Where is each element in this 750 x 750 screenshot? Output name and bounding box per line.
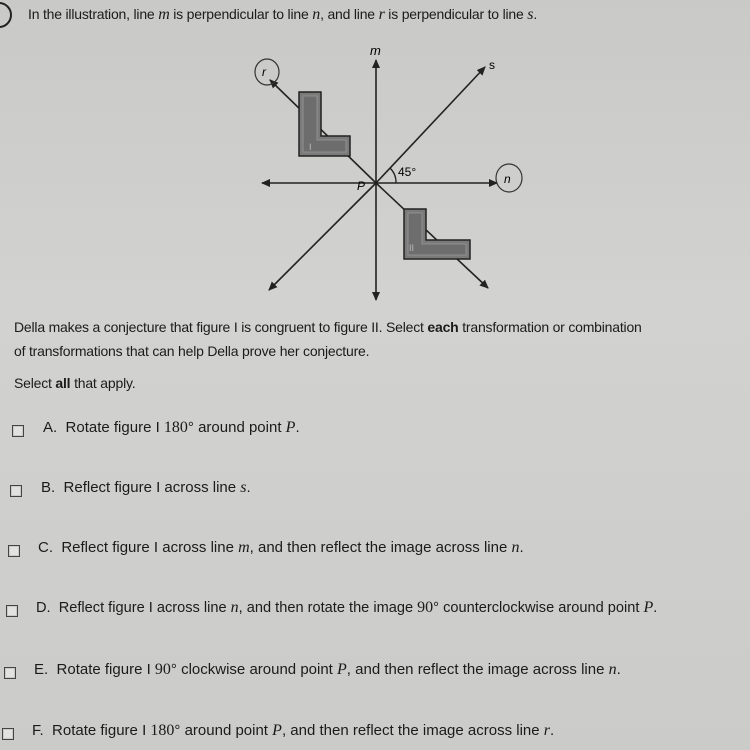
checkbox-option-c[interactable]: [8, 545, 20, 557]
checkbox-option-a[interactable]: [12, 425, 24, 437]
angle-label: 45°: [398, 165, 417, 179]
checkbox-option-d[interactable]: [6, 605, 18, 617]
checkbox-option-e[interactable]: [4, 667, 16, 679]
question-intro: In the illustration, line m is perpendicular to line n, and line r is perpendicular to line s.: [28, 6, 538, 23]
label-m: m: [370, 43, 381, 58]
line-s: [376, 67, 485, 183]
option-c-text[interactable]: C. Reflect figure I across line m, and then reflect the image across line n.: [38, 539, 524, 556]
conjecture-line-1: Della makes a conjecture that figure I is congruent to figure II. Select each transformation or combination: [14, 319, 642, 335]
option-e-text[interactable]: E. Rotate figure I 90° clockwise around point P, and then reflect the image across line n.: [34, 661, 621, 678]
geometry-diagram: [0, 0, 750, 310]
figure-one-label: I: [309, 142, 312, 152]
checkbox-option-f[interactable]: [2, 728, 14, 740]
option-a-text[interactable]: A. Rotate figure I 180° around point P.: [43, 419, 300, 436]
checkbox-option-b[interactable]: [10, 485, 22, 497]
label-p: P: [357, 179, 366, 193]
option-d-text[interactable]: D. Reflect figure I across line n, and then rotate the image 90° counterclockwise around point P.: [36, 599, 658, 616]
label-n: n: [504, 172, 511, 186]
select-all-instruction: Select all that apply.: [14, 375, 136, 391]
option-f-text[interactable]: F. Rotate figure I 180° around point P, and then reflect the image across line r.: [32, 722, 555, 739]
label-r: r: [262, 65, 266, 79]
handwritten-circle-r: [255, 59, 279, 85]
figure-two-label: II: [409, 243, 415, 253]
label-s: s: [489, 58, 495, 72]
line-r: [270, 80, 376, 183]
option-b-text[interactable]: B. Reflect figure I across line s.: [41, 479, 251, 496]
angle-arc: [390, 168, 396, 183]
conjecture-line-2: of transformations that can help Della prove her conjecture.: [14, 343, 370, 359]
